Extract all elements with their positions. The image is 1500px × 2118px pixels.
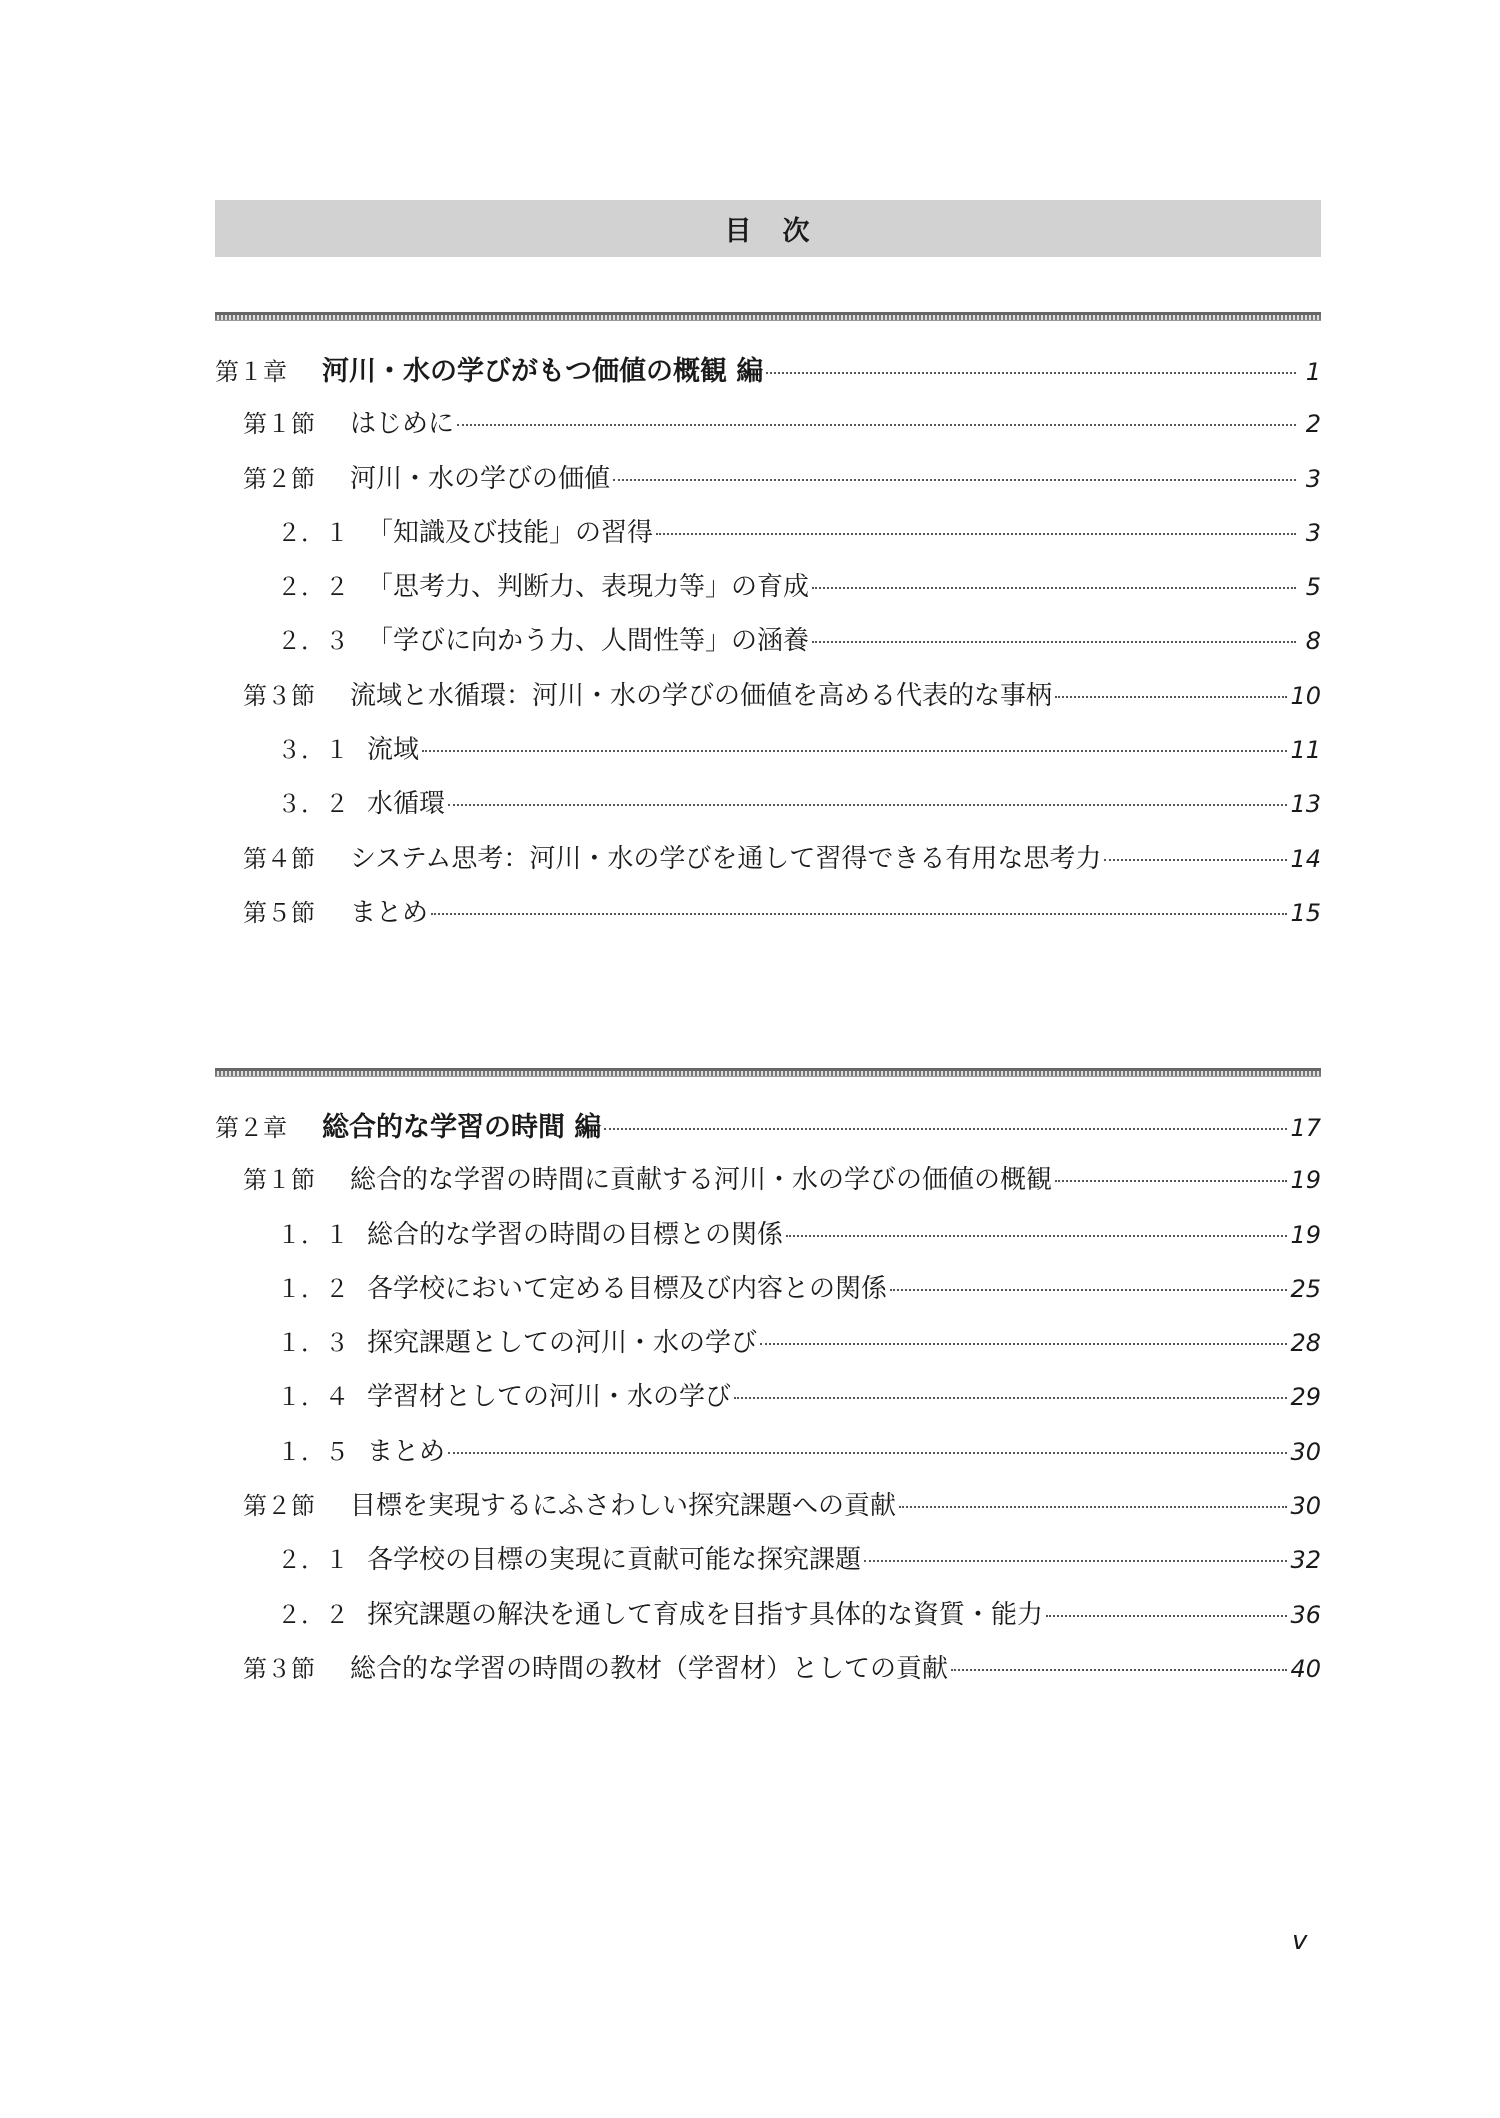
toc-section[interactable]	[215, 1485, 1321, 1539]
toc-section[interactable]	[215, 1648, 1321, 1702]
entry-number: ２．３	[277, 627, 349, 656]
page-folio: v	[1292, 1926, 1308, 1956]
toc-section[interactable]	[215, 458, 1321, 512]
dot-leader	[899, 1506, 1287, 1508]
entry-number: ２．２	[277, 573, 349, 602]
page-number: 8	[1305, 627, 1321, 656]
dot-leader	[1046, 1615, 1287, 1617]
chapter-divider	[215, 312, 1321, 321]
entry-number: 第１節	[243, 1166, 315, 1195]
entry-number: 第２節	[243, 1492, 315, 1521]
toc-subsection[interactable]	[215, 1594, 1321, 1648]
entry-title: 流域	[367, 735, 420, 766]
entry-title: 目標を実現するにふさわしい探究課題への貢献	[350, 1491, 897, 1522]
page-number: 25	[1290, 1274, 1321, 1303]
page-number: 11	[1290, 736, 1321, 765]
toc-subsection[interactable]	[215, 620, 1321, 674]
entry-title: まとめ	[350, 897, 429, 928]
toc-title-bar	[215, 200, 1321, 257]
toc-section[interactable]	[215, 838, 1321, 892]
entry-title: 総合的な学習の時間の教材（学習材）としての貢献	[350, 1653, 949, 1684]
entry-number: ２．１	[277, 518, 349, 547]
dot-leader	[1104, 859, 1287, 861]
toc-subsection[interactable]	[215, 512, 1321, 566]
page-number: 36	[1290, 1600, 1321, 1629]
entry-title: 「学びに向かう力、人間性等」の涵養	[367, 626, 810, 657]
dot-leader	[890, 1289, 1287, 1291]
entry-title: 「思考力、判断力、表現力等」の育成	[367, 572, 810, 603]
page-number: 14	[1290, 844, 1321, 873]
page-number: 19	[1290, 1166, 1321, 1195]
page-number: 40	[1290, 1654, 1321, 1683]
dot-leader	[448, 804, 1287, 806]
chapter-title: 河川・水の学びがもつ価値の概観 編	[322, 356, 764, 387]
toc-subsection[interactable]	[215, 1431, 1321, 1485]
toc-chapter-2[interactable]	[215, 1105, 1321, 1159]
chapter-title: 総合的な学習の時間 編	[322, 1112, 602, 1143]
chapter-2-block	[215, 1068, 1321, 1702]
entry-title: 河川・水の学びの価値	[350, 463, 611, 494]
entry-title: まとめ	[367, 1436, 446, 1467]
page-number: 30	[1290, 1437, 1321, 1466]
entry-title: システム思考：河川・水の学びを通して習得できる有用な思考力	[350, 843, 1102, 874]
page-title: 目 次	[724, 216, 812, 247]
dot-leader	[422, 750, 1287, 752]
toc-section[interactable]	[215, 1159, 1321, 1213]
chapter-1-block	[215, 312, 1321, 946]
entry-number: 第１節	[243, 410, 315, 439]
page-number: 19	[1290, 1220, 1321, 1249]
dot-leader	[760, 1343, 1287, 1345]
page-number: 28	[1290, 1329, 1321, 1358]
dot-leader	[734, 1397, 1287, 1399]
entry-number: １．５	[277, 1437, 349, 1466]
page-number: 30	[1290, 1492, 1321, 1521]
entry-number: ２．２	[277, 1600, 349, 1629]
entry-title: 探究課題としての河川・水の学び	[367, 1328, 758, 1359]
toc-section[interactable]	[215, 403, 1321, 457]
page-number: 32	[1290, 1546, 1321, 1575]
dot-leader	[604, 1128, 1287, 1130]
toc-section[interactable]	[215, 892, 1321, 946]
page-number: 1	[1305, 358, 1321, 386]
dot-leader	[766, 372, 1296, 374]
entry-number: １．３	[277, 1329, 349, 1358]
page-number: 15	[1290, 898, 1321, 927]
toc-subsection[interactable]	[215, 1322, 1321, 1376]
entry-title: 総合的な学習の時間に貢献する河川・水の学びの価値の概観	[350, 1165, 1053, 1196]
dot-leader	[448, 1452, 1287, 1454]
page-number: 2	[1305, 410, 1321, 439]
dot-leader	[951, 1669, 1287, 1671]
page-number: 3	[1305, 464, 1321, 493]
dot-leader	[431, 913, 1287, 915]
entry-number: 第５節	[243, 898, 315, 927]
entry-number: 第３節	[243, 1654, 315, 1683]
entry-title: 各学校の目標の実現に貢献可能な探究課題	[367, 1545, 862, 1576]
chapter-divider	[215, 1068, 1321, 1077]
entry-title: 各学校において定める目標及び内容との関係	[367, 1273, 888, 1304]
page-number: 5	[1305, 573, 1321, 602]
entry-title: 水循環	[367, 789, 446, 820]
toc-subsection[interactable]	[215, 783, 1321, 837]
toc-subsection[interactable]	[215, 1214, 1321, 1268]
entry-title: 総合的な学習の時間の目標との関係	[367, 1219, 784, 1250]
toc-subsection[interactable]	[215, 566, 1321, 620]
entry-number: 第２節	[243, 464, 315, 493]
page-number: 10	[1290, 681, 1321, 710]
dot-leader	[864, 1560, 1287, 1562]
dot-leader	[1055, 696, 1287, 698]
entry-number: ３．１	[277, 736, 349, 765]
entry-number: １．４	[277, 1383, 349, 1412]
page-number: 13	[1290, 790, 1321, 819]
toc-chapter-1[interactable]	[215, 349, 1321, 403]
page-number: 3	[1305, 518, 1321, 547]
dot-leader	[1055, 1180, 1287, 1182]
toc-subsection[interactable]	[215, 1376, 1321, 1430]
chapter-1-entries	[215, 403, 1321, 946]
dot-leader	[656, 533, 1296, 535]
entry-title: 探究課題の解決を通して育成を目指す具体的な資質・能力	[367, 1599, 1044, 1630]
toc-section[interactable]	[215, 675, 1321, 729]
chapter-number: 第２章	[215, 1114, 287, 1142]
entry-number: ２．１	[277, 1546, 349, 1575]
dot-leader	[812, 587, 1296, 589]
entry-title: 流域と水循環：河川・水の学びの価値を高める代表的な事柄	[350, 680, 1053, 711]
entry-number: 第３節	[243, 681, 315, 710]
dot-leader	[786, 1235, 1287, 1237]
toc-subsection[interactable]	[215, 1539, 1321, 1593]
entry-number: １．２	[277, 1274, 349, 1303]
entry-number: 第４節	[243, 844, 315, 873]
dot-leader	[457, 424, 1296, 426]
page-number: 29	[1290, 1383, 1321, 1412]
entry-title: 学習材としての河川・水の学び	[367, 1382, 732, 1413]
toc-subsection[interactable]	[215, 1268, 1321, 1322]
chapter-number: 第１章	[215, 358, 287, 386]
dot-leader	[613, 479, 1296, 481]
entry-number: １．１	[277, 1220, 349, 1249]
chapter-2-entries	[215, 1159, 1321, 1702]
page-number: 17	[1290, 1114, 1321, 1142]
dot-leader	[812, 641, 1296, 643]
entry-title: 「知識及び技能」の習得	[367, 517, 654, 548]
entry-number: ３．２	[277, 790, 349, 819]
toc-subsection[interactable]	[215, 729, 1321, 783]
entry-title: はじめに	[350, 409, 455, 440]
